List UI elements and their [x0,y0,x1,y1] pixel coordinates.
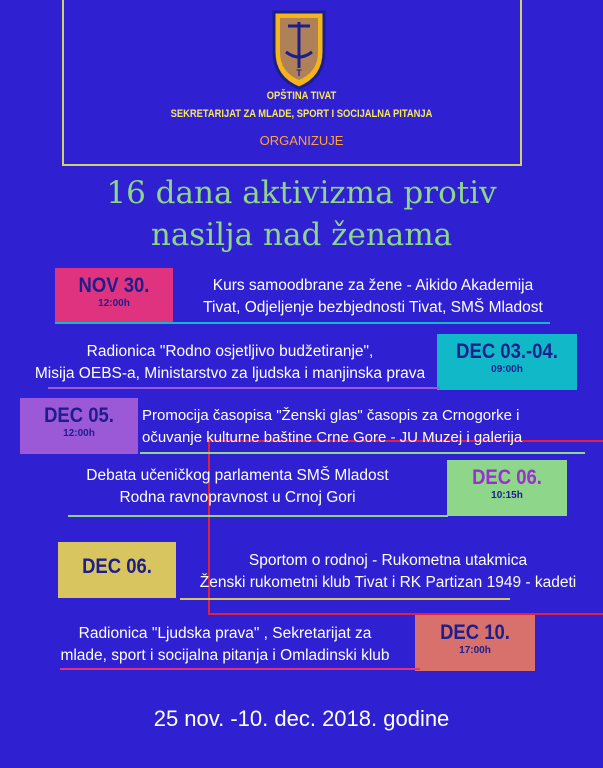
event-date-box [415,615,535,671]
event-line-2: Misija OEBS-a, Ministarstvo za ljudska i manjinska prava [34,365,426,382]
logo-letter: T [296,68,302,78]
event-date: DEC 06. [82,555,152,578]
event-date: DEC 06. [472,466,542,489]
event-line-1: Radionica "Ljudska prava" , Sekretarijat za [78,625,372,642]
event-time: 12:00h [63,428,95,439]
event-line-1: Sportom o rodnoj - Rukometna utakmica [248,552,528,569]
event-description [178,550,598,594]
organizes-label: ORGANIZUJE [259,133,344,148]
title-line-1: 16 dana aktivizma protiv [106,175,497,211]
municipality-crest-logo [268,8,330,90]
event-time: 09:00h [491,364,523,375]
event-date-box [437,334,577,390]
event-time: 10:15h [491,490,523,501]
event-line-1: Radionica "Rodno osjetljivo budžetiranje", [86,343,374,360]
event-date-box [447,460,567,516]
event-line-2: očuvanje kulturne baštine Crne Gore - JU Muzej i galerija [142,429,523,446]
event-description [35,623,415,667]
event-time: 12:00h [98,298,130,309]
event-line-2: Tivat, Odjeljenje bezbjednosti Tivat, SMŠ Mladost [203,299,543,316]
event-underline [55,322,550,324]
event-time: 17:00h [459,645,491,656]
event-underline [180,598,510,600]
event-underline [140,452,585,454]
campaign-title [0,172,603,256]
secretariat-name: SEKRETARIJAT ZA MLADE, SPORT I SOCIJALNA PITANJA [170,108,433,120]
event-description [183,275,563,319]
event-date: DEC 10. [440,621,510,644]
event-line-1: Promocija časopisa "Ženski glas" časopis za Crnogorke i [142,407,520,424]
campaign-date-range: 25 nov. -10. dec. 2018. godine [153,706,450,731]
event-date: DEC 05. [44,404,114,427]
event-date: DEC 03.-04. [456,340,558,363]
event-date: NOV 30. [78,274,150,297]
event-underline [60,668,420,670]
event-line-1: Kurs samoodbrane za žene - Aikido Akademija [212,277,534,294]
municipality-name: OPŠTINA TIVAT [266,90,337,102]
title-line-2: nasilja nad ženama [150,217,453,253]
event-date-box [20,398,138,454]
event-date-box [55,268,173,324]
event-date-box [58,542,176,598]
event-description [40,465,435,509]
event-description [20,341,440,385]
event-line-1: Debata učeničkog parlamenta SMŠ Mladost [86,467,389,484]
event-description [142,405,597,449]
event-line-2: Ženski rukometni klub Tivat i RK Partizan 1949 - kadeti [199,574,577,591]
event-underline [68,515,448,517]
event-underline [48,387,440,389]
event-line-2: mlade, sport i socijalna pitanja i Omladinski klub [60,647,390,664]
event-line-2: Rodna ravnopravnost u Crnoj Gori [119,489,356,506]
